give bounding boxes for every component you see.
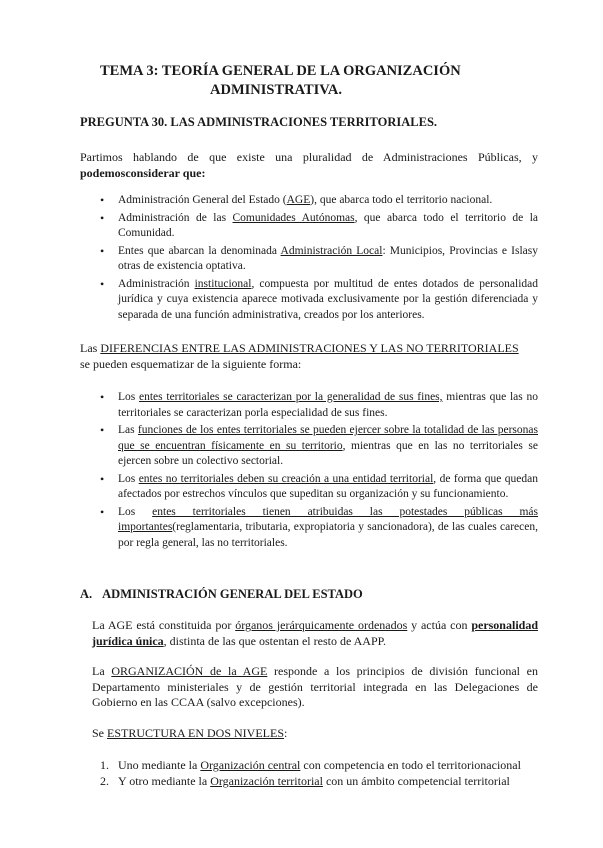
list-item: • Los entes territoriales se caracterizan por la generalidad de sus fines, mientras que las no territoriales se caracterizan porla especialidad de sus fines. — [100, 390, 538, 419]
title-line-2: ADMINISTRATIVA. — [210, 82, 343, 98]
list-item: • Administración General del Estado (AGE), que abarca todo el territorio nacional. — [100, 193, 493, 207]
bullet-icon: • — [100, 423, 105, 437]
age-paragraph-1: La AGE está constituida por órganos jerárquicamente ordenados y actúa con personalidad jurídica única, distinta de las que ostentan el resto de AAPP. — [92, 618, 538, 648]
differences-underlined: DIFERENCIAS ENTRE LAS ADMINISTRACIONES Y LAS NO TERRITORIALES — [100, 341, 519, 355]
list-item: • Los entes territoriales tienen atribuidas las potestades públicas más importantes(reglamentaria, tributaria, expropiatoria y sancionadora), de las cuales carecen, por regla general, las no territoriales. — [100, 504, 539, 549]
list-item: • Los entes no territoriales deben su creación a una entidad territorial, de forma que quedan afectados por estrechos vínculos que supeditan su organización y su funcionamiento. — [100, 471, 538, 500]
title-line-1: TEMA 3: TEORÍA GENERAL DE LA ORGANIZACIÓN — [100, 63, 461, 79]
bullet-icon: • — [100, 504, 105, 519]
list-item: • Entes que abarcan la denominada Administración Local: Municipios, Provincias e Islasy otras de existencia optativa. — [100, 243, 538, 272]
list-item: • Administración institucional, compuesta por multitud de entes dotados de personalidad jurídica y cuya existencia aparece motivada exclusivamente por la gestión diferenciada y separada de una función administrativa, creados por los anteriores. — [100, 276, 539, 321]
list-item: 2. Y otro mediante la Organización territorial con un ámbito competencial territorial — [100, 774, 510, 788]
bullet-icon: • — [100, 390, 105, 404]
question-heading: PREGUNTA 30. LAS ADMINISTRACIONES TERRITORIALES. — [80, 115, 438, 129]
bullet-icon: • — [100, 210, 105, 225]
page-title — [100, 62, 520, 100]
bullet-icon: • — [100, 193, 105, 207]
age-paragraph-2: La ORGANIZACIÓN de la AGE responde a los principios de división funcional en Departamento ministeriales y de gestión territorial integrada en las Delegaciones de Gobierno en las CCAA (salvo excepciones). — [92, 664, 538, 709]
bullet-icon: • — [100, 276, 105, 291]
intro-paragraph — [80, 150, 538, 181]
administrations-list — [80, 193, 538, 325]
intro-bold: podemosconsiderar que: — [80, 165, 206, 180]
intro-text: Partimos hablando de que existe una pluralidad de Administraciones Públicas, y — [80, 150, 538, 164]
bullet-icon: • — [100, 243, 105, 258]
differences-list — [80, 390, 538, 553]
list-item: 1. Uno mediante la Organización central con competencia en todo el territorionacional — [100, 758, 521, 772]
age-paragraph-3: Se ESTRUCTURA EN DOS NIVELES: — [92, 726, 288, 740]
levels-list — [100, 757, 538, 789]
bullet-icon: • — [100, 471, 105, 486]
list-item: • Administración de las Comunidades Autónomas, que abarca todo el territorio de la Comunidad. — [100, 210, 538, 239]
section-a-heading: A. ADMINISTRACIÓN GENERAL DEL ESTADO — [80, 587, 363, 601]
differences-paragraph: Las DIFERENCIAS ENTRE LAS ADMINISTRACIONES Y LAS NO TERRITORIALES se pueden esquematizar de la siguiente forma: — [80, 341, 519, 371]
list-item: • Las funciones de los entes territoriales se pueden ejercer sobre la totalidad de las personas que se encuentran físicamente en su territorio, mientras que en las no territoriales se ejercen sobre un colectivo sectorial. — [100, 423, 538, 467]
